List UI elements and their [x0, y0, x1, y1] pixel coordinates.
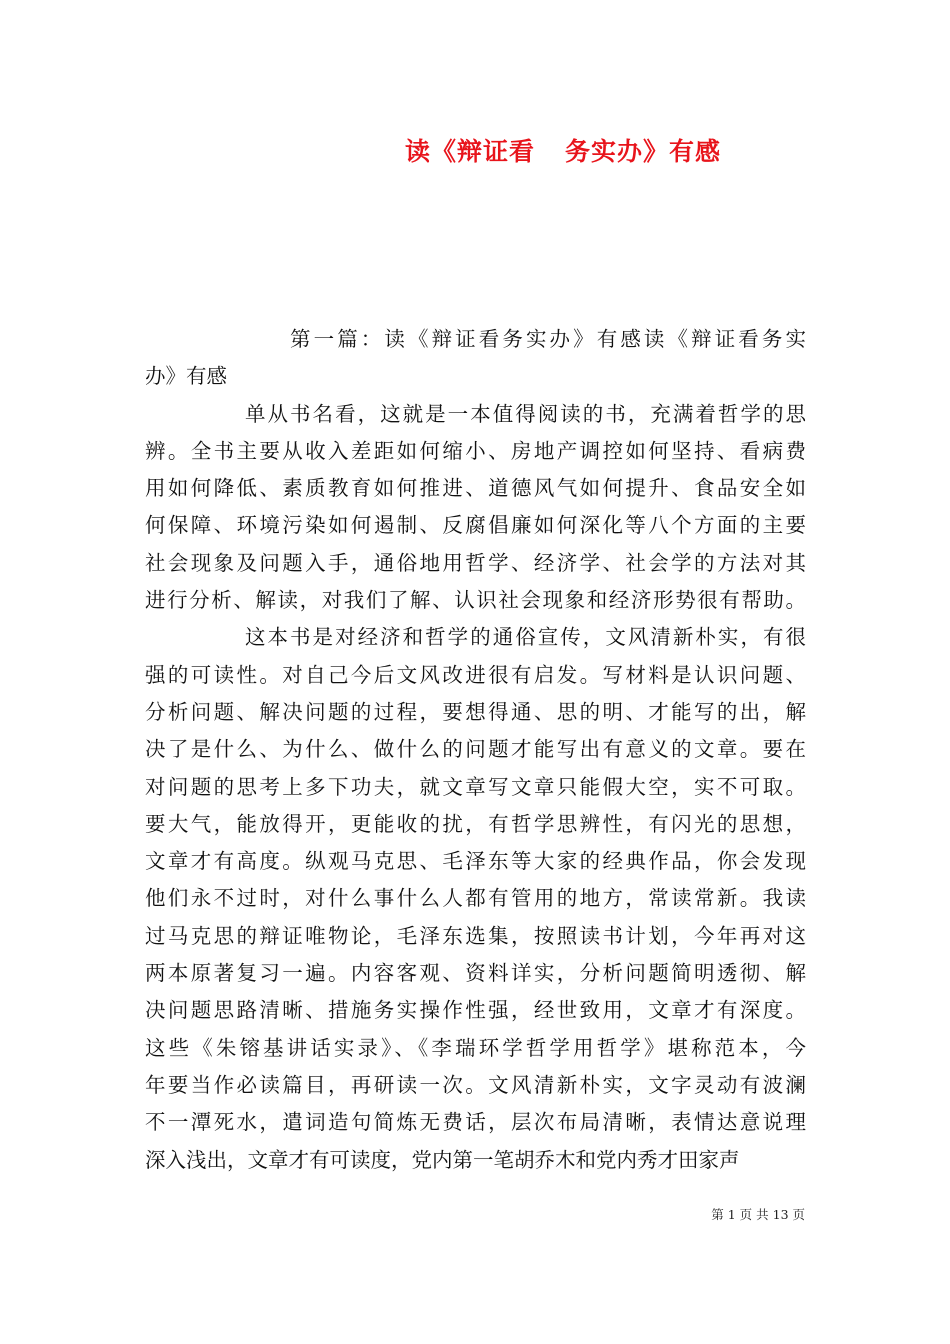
paragraph-line: 年要当作必读篇目，再研读一次。文风清新朴实，文字灵动有波澜 [145, 1072, 806, 1097]
paragraph-line: 对问题的思考上多下功夫，就文章写文章只能假大空，实不可取。 [145, 774, 806, 799]
paragraph-line: 两本原著复习一遍。内容客观、资料详实，分析问题简明透彻、解 [145, 961, 806, 986]
paragraph-line: 过马克思的辩证唯物论，毛泽东选集，按照读书计划，今年再对这 [145, 923, 806, 948]
paragraph-line: 文章才有高度。纵观马克思、毛泽东等大家的经典作品，你会发现 [145, 849, 806, 874]
paragraph-line: 社会现象及问题入手，通俗地用哲学、经济学、社会学的方法对其 [145, 550, 806, 575]
paragraph-line: 决了是什么、为什么、做什么的问题才能写出有意义的文章。要在 [145, 737, 806, 762]
paragraph-line: 强的可读性。对自己今后文风改进很有启发。写材料是认识问题、 [145, 662, 806, 687]
title-part-2: 务实办》有感 [565, 137, 722, 166]
paragraph-line: 这本书是对经济和哲学的通俗宣传，文风清新朴实，有很 [245, 625, 806, 650]
document-body [145, 321, 806, 1179]
paragraph-line: 辨。全书主要从收入差距如何缩小、房地产调控如何坚持、看病费 [145, 438, 806, 463]
section-heading-line: 第一篇：读《辩证看务实办》有感读《辩证看务实 [290, 327, 806, 351]
paragraph-line: 进行分析、解读，对我们了解、认识社会现象和经济形势很有帮助。 [145, 588, 806, 613]
title-part-1: 读《辩证看 [404, 137, 535, 166]
section-heading-line: 办》有感 [145, 364, 227, 389]
paragraph-line: 不一潭死水，遣词造句简炼无费话，层次布局清晰，表情达意说理 [145, 1110, 806, 1135]
page-number: 第 1 页 共 13 页 [711, 1207, 805, 1222]
paragraph-line: 单从书名看，这就是一本值得阅读的书，充满着哲学的思 [245, 401, 806, 426]
paragraph-line: 要大气，能放得开，更能收的扰，有哲学思辨性，有闪光的思想， [145, 811, 806, 836]
paragraph-line: 用如何降低、素质教育如何推进、道德风气如何提升、食品安全如 [145, 476, 806, 501]
paragraph-line: 何保障、环境污染如何遏制、反腐倡廉如何深化等八个方面的主要 [145, 513, 806, 538]
paragraph-line: 他们永不过时，对什么事什么人都有管用的地方，常读常新。我读 [145, 886, 806, 911]
paragraph-line: 决问题思路清晰、措施务实操作性强，经世致用，文章才有深度。 [145, 998, 806, 1023]
paragraph-line: 深入浅出，文章才有可读度，党内第一笔胡乔木和党内秀才田家声 [145, 1147, 740, 1172]
paragraph-line: 分析问题、解决问题的过程，要想得通、思的明、才能写的出，解 [145, 699, 806, 724]
document-title [0, 132, 950, 168]
paragraph-line: 这些《朱镕基讲话实录》、《李瑞环学哲学用哲学》堪称范本，今 [145, 1035, 806, 1060]
